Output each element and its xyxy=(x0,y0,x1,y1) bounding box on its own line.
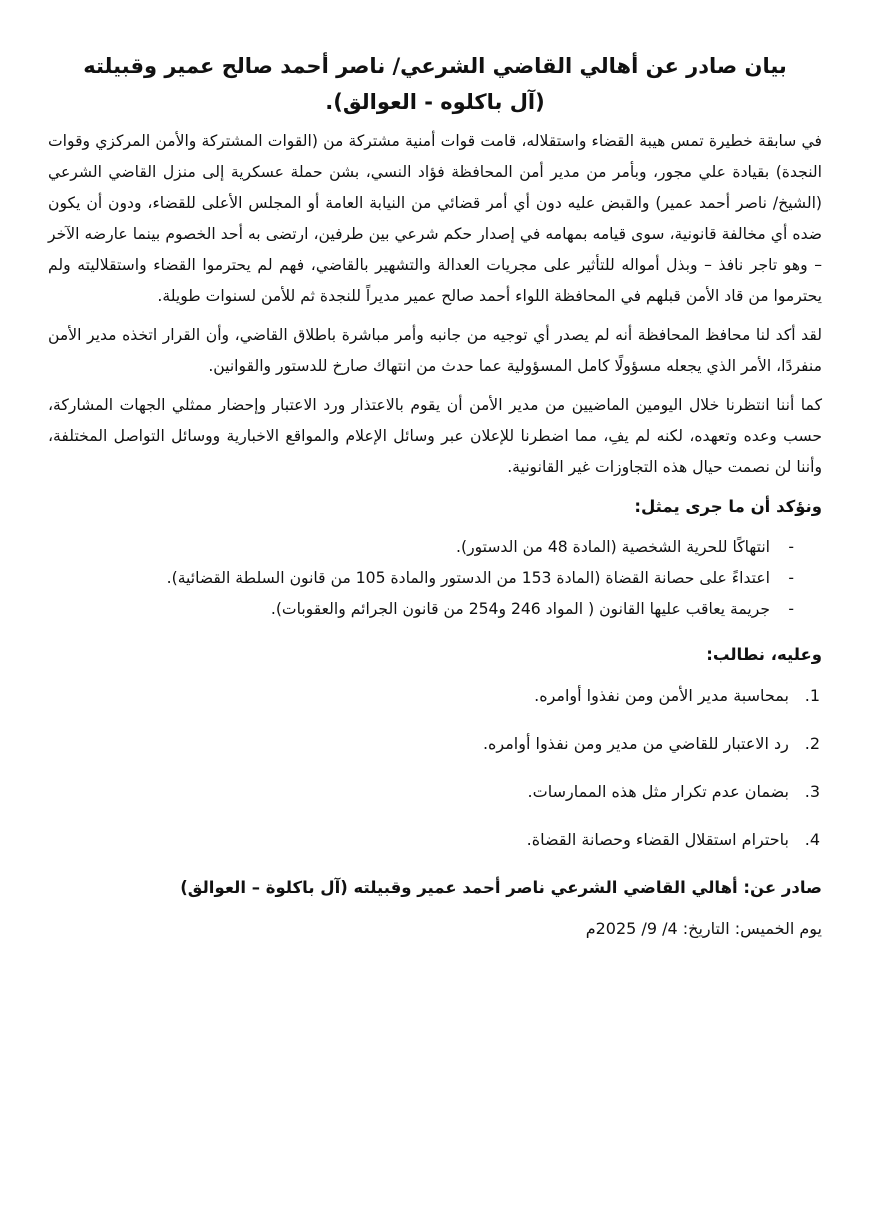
dash-bullet: - xyxy=(788,538,794,556)
demand-text: باحترام استقلال القضاء وحصانة القضاة. xyxy=(526,830,789,849)
issued-by: صادر عن: أهالي القاضي الشرعي ناصر أحمد عمير وقبيلته (آل باكلوة – العوالق) xyxy=(180,878,822,897)
list-item xyxy=(48,680,822,711)
demands-heading: وعليه، نطالب: xyxy=(706,645,822,664)
title-line-1: بيان صادر عن أهالي القاضي الشرعي/ ناصر أحمد صالح عمير وقبيلته xyxy=(83,54,787,78)
demand-number: 3. xyxy=(804,782,820,801)
demand-text: بضمان عدم تكرار مثل هذه الممارسات. xyxy=(527,782,789,801)
violation-text: انتهاكًا للحرية الشخصية (المادة 48 من الدستور). xyxy=(456,538,770,556)
violation-text: اعتداءً على حصانة القضاة (المادة 153 من الدستور والمادة 105 من قانون السلطة القضائية). xyxy=(166,569,770,587)
paragraph-governor: لقد أكد لنا محافظ المحافظة أنه لم يصدر أي توجيه من جانبه وأمر مباشرة باطلاق القاضي، وأن القرار اتخذه مدير الأمن منفردًا، الأمر الذي يجعله مسؤولًا كامل المسؤولية عما حدث من انتهاك صارخ للدستور والقوانين. xyxy=(48,326,822,375)
demand-number: 1. xyxy=(804,686,820,705)
affirm-heading: ونؤكد أن ما جرى يمثل: xyxy=(634,497,822,516)
paragraph-waiting: كما أننا انتظرنا خلال اليومين الماضيين من مدير الأمن أن يقوم بالاعتذار ورد الاعتبار وإحضار ممثلي الجهات المشاركة، حسب وعده وتعهده، لكنه لم يفِ، مما اضطرنا للإعلان عبر وسائل الإعلام والمواقع الاخبارية ووسائل التواصل المختلفة، وأننا لن نصمت حيال هذه التجاوزات غير القانونية. xyxy=(48,396,822,476)
violations-list xyxy=(48,532,822,625)
list-item xyxy=(48,594,794,625)
dash-bullet: - xyxy=(788,600,794,618)
violation-text: جريمة يعاقب عليها القانون ( المواد 246 و254 من قانون الجرائم والعقوبات). xyxy=(270,600,770,618)
list-item xyxy=(48,563,794,594)
demand-number: 2. xyxy=(804,734,820,753)
list-item xyxy=(48,728,822,759)
list-item xyxy=(48,776,822,807)
date-line: يوم الخميس: التاريخ: 4/ 9/ 2025م xyxy=(585,919,822,938)
demand-number: 4. xyxy=(804,830,820,849)
demand-text: بمحاسبة مدير الأمن ومن نفذوا أوامره. xyxy=(534,686,789,705)
demands-list xyxy=(48,680,822,855)
list-item xyxy=(48,532,794,563)
statement-document xyxy=(48,48,822,944)
statement-title xyxy=(48,48,822,120)
paragraph-incident: في سابقة خطيرة تمس هيبة القضاء واستقلاله، قامت قوات أمنية مشتركة من (القوات المشتركة والأمن المركزي وقوات النجدة) بقيادة علي مجور، وبأمر من مدير أمن المحافظة فؤاد النسي، بشن حملة عسكرية إلى منزل القاضي الشرعي (الشيخ/ ناصر أحمد عمير) والقبض عليه دون أي أمر قضائي من النيابة العامة أو المجلس الأعلى للقضاء، ودون أن يكون ضده أي مخالفة قانونية، سوى قيامه بمهامه في إصدار حكم شرعي بين طرفين، ارتضى به أحد الخصوم بينما عارضه الآخر – وهو تاجر نافذ – وبذل أمواله للتأثير على مجريات العدالة والتشهير بالقاضي، فهم لم يحترموا القضاء واستقلاليته ولم يحترموا من قاد الأمن قبلهم في المحافظة اللواء أحمد صالح عمير مديراً للنجدة ثم للأمن لسنوات طويلة. xyxy=(48,132,822,305)
title-line-2: (آل باكلوه - العوالق). xyxy=(325,90,545,114)
list-item xyxy=(48,824,822,855)
dash-bullet: - xyxy=(788,569,794,587)
demand-text: رد الاعتبار للقاضي من مدير ومن نفذوا أوامره. xyxy=(482,734,789,753)
